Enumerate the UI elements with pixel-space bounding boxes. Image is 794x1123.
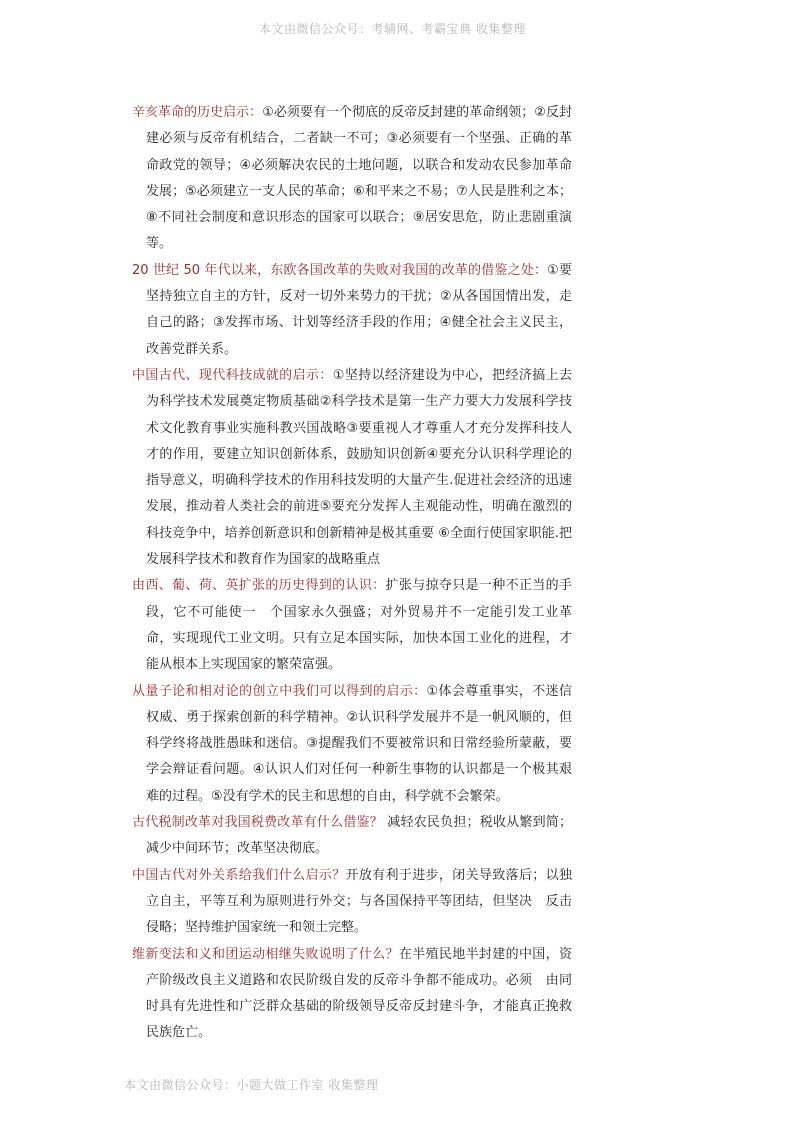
document-body: [132, 100, 572, 1047]
question-text: 辛亥革命的历史启示：: [132, 105, 263, 120]
qa-item-colonial-expansion: [132, 573, 572, 678]
question-text: 维新变法和义和团运动相继失败说明了什么？: [132, 946, 399, 962]
question-text: 中国古代、现代科技成就的启示：: [132, 367, 333, 383]
qa-item-xinhai-revolution: [132, 100, 572, 258]
qa-item-science-technology: [132, 363, 572, 573]
answer-text: 在半殖民地半封建的中国，资产阶级改良主义道路和农民阶级自发的反帝斗争都不能成功。必须 由同时具有先进性和广泛群众基础的阶级领导反帝反封建斗争，才能真正挽救民族危亡。: [146, 946, 572, 1041]
qa-item-tax-reform: [132, 810, 572, 863]
answer-text: ①坚持以经济建设为中心，把经济搞上去为科学技术发展奠定物质基础②科学技术是第一生产力要大力发展科学技术文化教育事业实施科教兴国战略③要重视人才尊重人才充分发挥科技人才的作用，要建立知识创新体系，鼓励知识创新④要充分认识科学理论的指导意义，明确科学技术的作用科技发明的大量产生.促进社会经济的迅速发展，推动着人类社会的前进⑤要充分发挥人主观能动性，明确在激烈的科技竞争中，培养创新意识和创新精神是极其重要 ⑥全面行使国家职能.把发展科学技术和教育作为国家的战略重点: [146, 367, 572, 568]
question-text: 古代税制改革对我国税费改革有什么借鉴？: [132, 815, 383, 831]
qa-item-foreign-relations: [132, 863, 572, 942]
qa-item-eastern-europe-reform: [132, 258, 572, 363]
qa-item-quantum-relativity: [132, 679, 572, 810]
answer-text: 开放有利于进步，闭关导致落后；以独立自主，平等互利为原则进行外交；与各国保持平等团结，但坚决 反击侵略；坚持维护国家统一和领土完整。: [146, 867, 572, 936]
question-text: 20 世纪 50 年代以来，东欧各国改革的失败对我国的改革的借鉴之处：: [132, 262, 548, 278]
answer-text: ①要坚持独立自主的方针，反对一切外来势力的干扰；②从各国国情出发，走自己的路；③发挥市场、计划等经济手段的作用；④健全社会主义民主，改善党群关系。: [146, 262, 573, 357]
answer-text: ①体会尊重事实，不迷信权威、勇于探索创新的科学精神。②认识科学发展并不是一帆风顺的，但科学终将战胜愚昧和迷信。③提醒我们不要被常识和日常经验所蒙蔽，要学会辩证看问题。④认识人们对任何一种新生事物的认识都是一个极其艰难的过程。⑤没有学术的民主和思想的自由，科学就不会繁荣。: [146, 683, 572, 804]
question-text: 从量子论和相对论的创立中我们可以得到的启示：: [132, 683, 427, 699]
answer-text: 减轻农民负担；税收从繁到简；减少中间环节；改革坚决彻底。: [146, 815, 572, 857]
question-text: 由西、葡、荷、英扩张的历史得到的认识：: [132, 578, 386, 594]
answer-text: 扩张与掠夺只是一种不正当的手段，它不可能使一 个国家永久强盛；对外贸易并不一定能引发工业革命，实现现代工业文明。只有立足本国实际，加快本国工业化的进程，才能从根本上实现国家的繁荣富强。: [146, 578, 572, 673]
qa-item-reform-boxer-failure: [132, 942, 572, 1047]
question-text: 中国古代对外关系给我们什么启示？: [132, 867, 346, 883]
answer-text: ①必须要有一个彻底的反帝反封建的革命纲领；②反封建必须与反帝有机结合，二者缺一不可；③必须要有一个坚强、正确的革命政党的领导；④必须解决农民的土地问题，以联合和发动农民参加革命发展；⑤必须建立一支人民的革命；⑥和平来之不易；⑦人民是胜利之本；⑧不同社会制度和意识形态的国家可以联合；⑨居安思危，防止悲剧重演等。: [146, 105, 572, 252]
watermark-top: 本文由微信公众号：考辅网、考霸宝典 收集整理: [259, 22, 526, 36]
watermark-bottom: 本文由微信公众号：小题大做工作室 收集整理: [124, 1078, 379, 1092]
